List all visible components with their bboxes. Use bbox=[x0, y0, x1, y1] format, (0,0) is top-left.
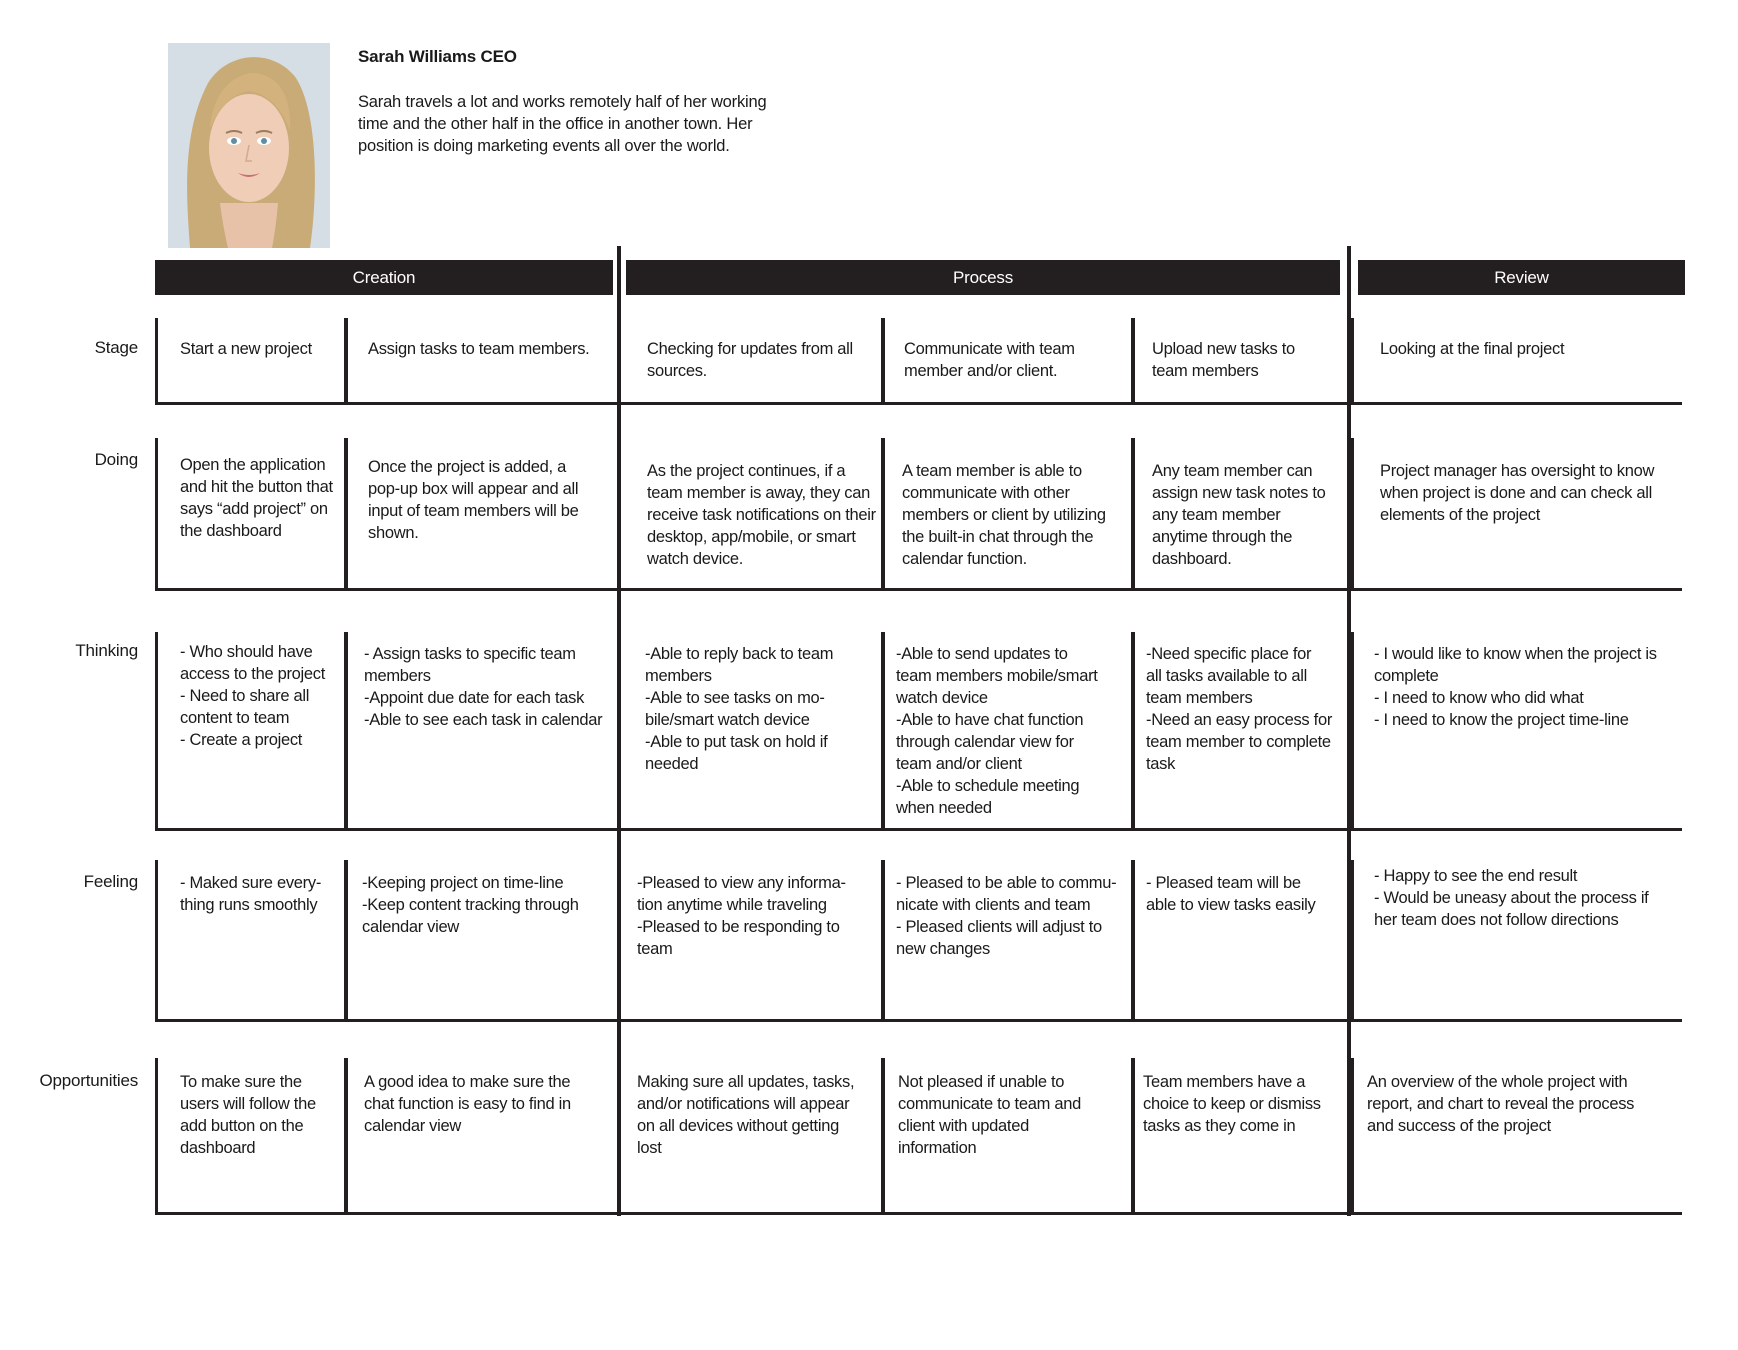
phase-label: Creation bbox=[352, 267, 416, 287]
thinking-cell-4: -Able to send updates to team members mobile/smart watch device -Able to have chat function through calendar view for team and/or client -Able to schedule meeting when needed bbox=[896, 645, 1098, 817]
feeling-cell-3: -Pleased to view any informa- tion anytime while traveling -Pleased to be responding to team bbox=[637, 874, 846, 958]
column-divider bbox=[344, 318, 348, 405]
doing-cell-3: As the project continues, if a team member is away, they can receive task notifications on their desktop, app/mobile, or smart watch device. bbox=[647, 462, 876, 568]
column-divider bbox=[1350, 438, 1354, 591]
phase-review-header bbox=[1358, 260, 1685, 295]
feeling-cell-4: - Pleased to be able to commu- nicate with clients and team - Pleased clients will adjust to new changes bbox=[896, 874, 1117, 958]
row-divider bbox=[155, 1019, 1682, 1022]
phase-process-header bbox=[626, 260, 1340, 295]
row-label-stage: Stage bbox=[94, 338, 138, 357]
persona-name: Sarah Williams CEO bbox=[358, 47, 517, 66]
column-divider bbox=[155, 438, 158, 591]
thinking-cell-5: -Need specific place for all tasks available to all team members -Need an easy process for team member to complete task bbox=[1146, 645, 1333, 773]
opportunity-cell-2: A good idea to make sure the chat function is easy to find in calendar view bbox=[364, 1073, 571, 1135]
opportunity-cell-4: Not pleased if unable to communicate to team and client with updated information bbox=[898, 1073, 1081, 1157]
opportunity-cell-5: Team members have a choice to keep or dismiss tasks as they come in bbox=[1143, 1073, 1321, 1135]
thinking-cell-1: - Who should have access to the project - Need to share all content to team - Create a project bbox=[180, 643, 326, 749]
row-label-opportunities: Opportunities bbox=[39, 1071, 138, 1090]
column-divider bbox=[881, 438, 885, 591]
column-divider bbox=[1350, 632, 1354, 831]
row-label-doing: Doing bbox=[94, 450, 138, 469]
phase-label: Review bbox=[1494, 267, 1549, 287]
thinking-cell-2: - Assign tasks to specific team members -Appoint due date for each task -Able to see each task in calendar bbox=[364, 645, 603, 729]
row-divider bbox=[155, 402, 1682, 405]
column-divider bbox=[155, 632, 158, 831]
column-divider bbox=[1350, 318, 1354, 405]
column-divider bbox=[155, 860, 158, 1022]
feeling-cell-1: - Maked sure every- thing runs smoothly bbox=[180, 874, 322, 914]
stage-cell-4: Communicate with team member and/or client. bbox=[904, 340, 1075, 380]
doing-cell-1: Open the application and hit the button that says “add project” on the dashboard bbox=[180, 456, 333, 540]
row-label-feeling: Feeling bbox=[83, 872, 138, 891]
row-divider bbox=[155, 1212, 1682, 1215]
stage-cell-2: Assign tasks to team members. bbox=[368, 340, 590, 358]
doing-cell-5: Any team member can assign new task notes to any team member anytime through the dashboard. bbox=[1152, 462, 1326, 568]
thinking-cell-6: - I would like to know when the project is complete - I need to know who did what - I need to know the project time-line bbox=[1374, 645, 1657, 729]
persona-photo bbox=[168, 43, 330, 248]
opportunity-cell-6: An overview of the whole project with report, and chart to reveal the process and success of the project bbox=[1367, 1073, 1635, 1135]
doing-cell-6: Project manager has oversight to know when project is done and can check all elements of the project bbox=[1380, 462, 1655, 524]
column-divider bbox=[881, 1058, 885, 1215]
doing-cell-2: Once the project is added, a pop-up box will appear and all input of team members will be shown. bbox=[368, 458, 579, 542]
doing-cell-4: A team member is able to communicate with other members or client by utilizing the built-in chat through the calendar function. bbox=[902, 462, 1106, 568]
column-divider bbox=[1350, 1058, 1354, 1215]
column-divider bbox=[881, 860, 885, 1022]
stage-cell-1: Start a new project bbox=[180, 340, 312, 358]
feeling-cell-2: -Keeping project on time-line -Keep content tracking through calendar view bbox=[362, 874, 579, 936]
stage-cell-5: Upload new tasks to team members bbox=[1152, 340, 1295, 380]
phase-divider bbox=[617, 246, 621, 1216]
column-divider bbox=[155, 318, 158, 405]
stage-cell-6: Looking at the final project bbox=[1380, 340, 1565, 358]
feeling-cell-6: - Happy to see the end result - Would be uneasy about the process if her team does not follow directions bbox=[1374, 867, 1649, 929]
column-divider bbox=[1131, 318, 1135, 405]
column-divider bbox=[155, 1058, 158, 1215]
thinking-cell-3: -Able to reply back to team members -Able to see tasks on mo- bile/smart watch device -Able to put task on hold if needed bbox=[645, 645, 834, 773]
row-label-thinking: Thinking bbox=[75, 641, 138, 660]
persona-description: Sarah travels a lot and works remotely half of her working time and the other half in the office in another town. Her position is doing marketing events all over the world. bbox=[358, 93, 767, 155]
opportunity-cell-1: To make sure the users will follow the add button on the dashboard bbox=[180, 1073, 316, 1157]
phase-creation-header bbox=[155, 260, 613, 295]
opportunity-cell-3: Making sure all updates, tasks, and/or notifications will appear on all devices without getting lost bbox=[637, 1073, 855, 1157]
row-divider bbox=[155, 828, 1682, 831]
column-divider bbox=[1350, 860, 1354, 1022]
feeling-cell-5: - Pleased team will be able to view tasks easily bbox=[1146, 874, 1316, 914]
stage-cell-3: Checking for updates from all sources. bbox=[647, 340, 853, 380]
phase-label: Process bbox=[952, 267, 1013, 287]
persona-portrait-illustration bbox=[168, 43, 330, 248]
column-divider bbox=[881, 318, 885, 405]
row-divider bbox=[155, 588, 1682, 591]
